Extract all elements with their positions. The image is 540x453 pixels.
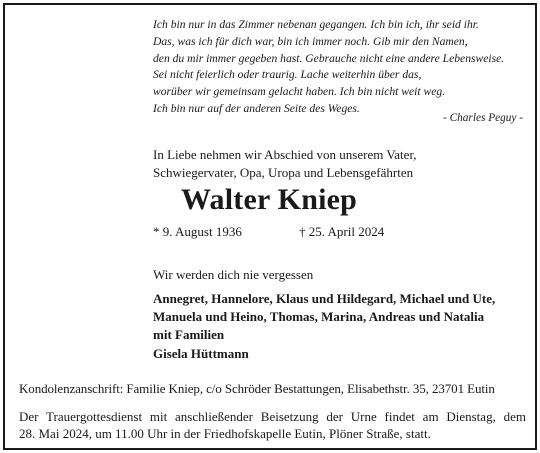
poem xyxy=(153,17,533,118)
family-line: Manuela und Heino, Thomas, Marina, Andreas und Natalia xyxy=(153,309,485,324)
service-details xyxy=(19,408,526,442)
poem-line: Sei nicht feierlich oder traurig. Lache weiterhin über das, xyxy=(153,68,422,82)
poem-line: Das, was ich für dich war, bin ich immer noch. Gib mir den Namen, xyxy=(153,34,468,48)
family-line: Annegret, Hannelore, Klaus und Hildegard, Michael und Ute, xyxy=(153,291,496,306)
condolence-address: Kondolenzanschrift: Familie Kniep, c/o Schröder Bestattungen, Elisabethstr. 35, 23701 Eutin xyxy=(19,381,495,396)
death-date: † 25. April 2024 xyxy=(299,224,385,239)
deceased-name: Walter Kniep xyxy=(181,183,358,216)
intro-line: In Liebe nehmen wir Abschied von unserem Vater, xyxy=(153,147,417,162)
family-members xyxy=(153,290,533,344)
intro-text xyxy=(153,146,513,181)
partner-name: Gisela Hüttmann xyxy=(153,346,249,361)
family-line: mit Familien xyxy=(153,327,225,342)
poem-line: worüber wir gemeinsam gelacht haben. Ich bin nicht weit weg. xyxy=(153,85,446,99)
poem-line: Ich bin nur auf der anderen Seite des Weges. xyxy=(153,101,360,115)
service-line: Der Trauergottesdienst mit anschließender Beisetzung der Urne findet am Dienstag, dem xyxy=(19,409,526,424)
farewell-text: Wir werden dich nie vergessen xyxy=(153,267,314,282)
poem-attribution: - Charles Peguy - xyxy=(443,112,523,124)
obituary-notice xyxy=(3,3,537,450)
poem-line: den du mir immer gegeben hast. Gebrauche nicht eine andere Lebensweise. xyxy=(153,51,505,65)
poem-line: Ich bin nur in das Zimmer nebenan gegangen. Ich bin ich, ihr seid ihr. xyxy=(153,18,479,31)
birth-date: * 9. August 1936 xyxy=(153,224,242,239)
intro-line: Schwiegervater, Opa, Uropa und Lebensgefährten xyxy=(153,164,414,180)
service-line: 28. Mai 2024, um 11.00 Uhr in der Friedhofskapelle Eutin, Plöner Straße, statt. xyxy=(19,426,431,441)
